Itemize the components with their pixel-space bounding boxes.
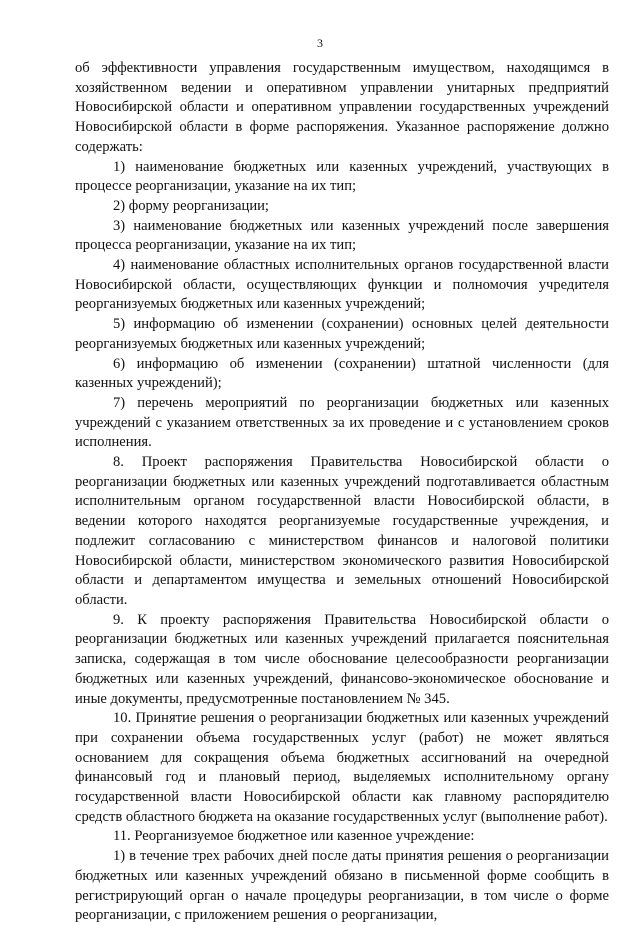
page-number: 3 <box>317 36 323 50</box>
list-item-5: 5) информацию об изменении (сохранении) основных целей деятельности реорганизуемых бюджетных или казенных учреждений; <box>75 316 609 352</box>
list-item-7: 7) перечень мероприятий по реорганизации бюджетных или казенных учреждений с указанием ответственных за их проведение и с установлением сроков исполнения. <box>75 394 609 451</box>
paragraph-intro: об эффективности управления государственным имуществом, находящимся в хозяйственном ведении и оперативном управлении унитарных предприятий Новосибирской области и оперативном управлении государственных учреждений Новосибирской области в форме распоряжения. Указанное распоряжение должно содержать: <box>75 60 609 155</box>
list-item-3: 3) наименование бюджетных или казенных учреждений после завершения процесса реорганизации, указание на их тип; <box>75 217 609 254</box>
clause-11: 11. Реорганизуемое бюджетное или казенное учреждение: <box>113 828 475 845</box>
clause-8: 8. Проект распоряжения Правительства Новосибирской области о реорганизации бюджетных или казенных учреждений подготавливается областным исполнительным органом государственной власти Новосибирской области, в ведении которого находятся реорганизуемые государственные учреждения, и подлежит согласованию с министерством финансов и налоговой политики Новосибирской области, министерством экономического развития Новосибирской области и департаментом имущества и земельных отношений Новосибирской области. <box>75 454 609 608</box>
clause-10: 10. Принятие решения о реорганизации бюджетных или казенных учреждений при сохранении объема государственных услуг (работ) не может являться основанием для сокращения объема бюджетных ассигнований на очередной финансовый год и плановый период, выделяемых исполнительному органу государственной власти Новосибирской области как главному распорядителю средств областного бюджета на оказание государственных услуг (выполнение работ). <box>75 710 609 825</box>
list-item-2: 2) форму реорганизации; <box>113 197 269 214</box>
list-item-1: 1) наименование бюджетных или казенных учреждений, участвующих в процессе реорганизации, указание на их тип; <box>75 158 609 195</box>
list-item-4: 4) наименование областных исполнительных органов государственной власти Новосибирской области, осуществляющих функции и полномочия учредителя реорганизуемых бюджетных или казенных учреждений; <box>75 257 609 313</box>
list-item-6: 6) информацию об изменении (сохранении) штатной численности (для казенных учреждений); <box>75 355 609 392</box>
clause-9: 9. К проекту распоряжения Правительства Новосибирской области о реорганизации бюджетных или казенных учреждений прилагается пояснительная записка, содержащая в том числе обоснование целесообразности реорганизации бюджетных или казенных учреждений, финансово-экономическое обоснование и иные документы, предусмотренные постановлением № 345. <box>75 611 609 707</box>
document-body <box>75 59 609 926</box>
clause-11-item-1: 1) в течение трех рабочих дней после даты принятия решения о реорганизации бюджетных или казенных учреждений обязано в письменной форме сообщить в регистрирующий орган о начале процедуры реорганизации, в том числе о форме реорганизации, с приложением решения о реорганизации, <box>75 848 609 924</box>
